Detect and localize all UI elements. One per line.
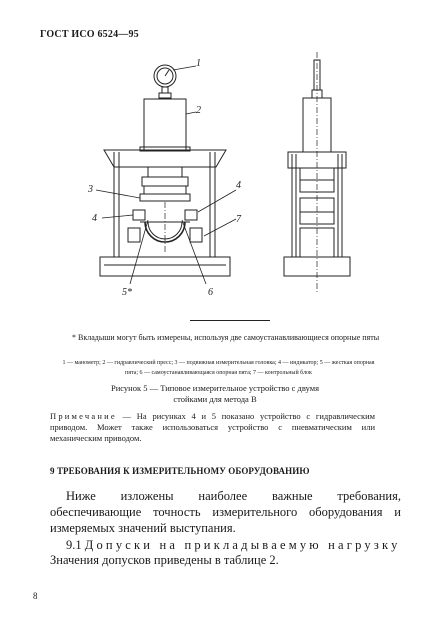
callout-4-right: 4 — [236, 180, 241, 191]
measuring-head — [140, 194, 190, 201]
caption-line-1: Рисунок 5 — Типовое измерительное устройство с двумя — [111, 383, 319, 393]
indicator-left — [133, 210, 145, 220]
note — [50, 411, 375, 444]
figure-legend: 1 — манометр; 2 — гидравлический пресс; 3 — подвижная измерительная головка; 4 — индикатор; 5 — жесткая опорная пята; 6 — самоустанавливающаяся опорная пята; 7 — контрольный блок — [62, 360, 375, 376]
subsection-heading — [66, 537, 402, 553]
callout-6: 6 — [208, 287, 213, 298]
front-view — [96, 65, 236, 284]
press-base — [100, 257, 230, 276]
subsection-number: 9.1 — [66, 538, 82, 552]
section-paragraph: Ниже изложены наиболее важные требования, обеспечивающие точность измерительного оборудования и измеряемых значений выступания. — [50, 489, 401, 535]
side-view — [284, 52, 350, 292]
footnote-separator — [190, 320, 270, 321]
note-label: Примечание — [50, 411, 117, 421]
subsection-text: Значения допусков приведены в таблице 2. — [50, 553, 279, 567]
section-title: 9 ТРЕБОВАНИЯ К ИЗМЕРИТЕЛЬНОМУ ОБОРУДОВАНИЮ — [50, 466, 310, 476]
document-header: ГОСТ ИСО 6524—95 — [40, 29, 139, 40]
note-text: — На рисунках 4 и 5 показано устройство с гидравлическим приводом. Может также использоваться устройство с пневматическим или механическим приводом. — [50, 411, 375, 443]
page-number: 8 — [33, 591, 38, 601]
hydraulic-press-body — [144, 99, 186, 151]
subsection-title: Допуски на прикладываемую нагрузку — [84, 538, 401, 552]
callout-1: 1 — [196, 58, 201, 69]
figure-5-drawing — [88, 52, 368, 302]
callout-7: 7 — [236, 214, 241, 225]
press-crossbar — [104, 150, 226, 167]
caption-line-2: стойками для метода В — [173, 394, 257, 404]
callout-3: 3 — [88, 184, 93, 195]
footnote: * Вкладыши могут быть измерены, используя две самоустанавливающиеся опорные пяты — [72, 333, 380, 342]
indicator-right — [185, 210, 197, 220]
callout-4-left: 4 — [92, 213, 97, 224]
callout-2: 2 — [196, 105, 201, 116]
figure-caption — [50, 383, 380, 405]
callout-5: 5* — [122, 287, 132, 298]
